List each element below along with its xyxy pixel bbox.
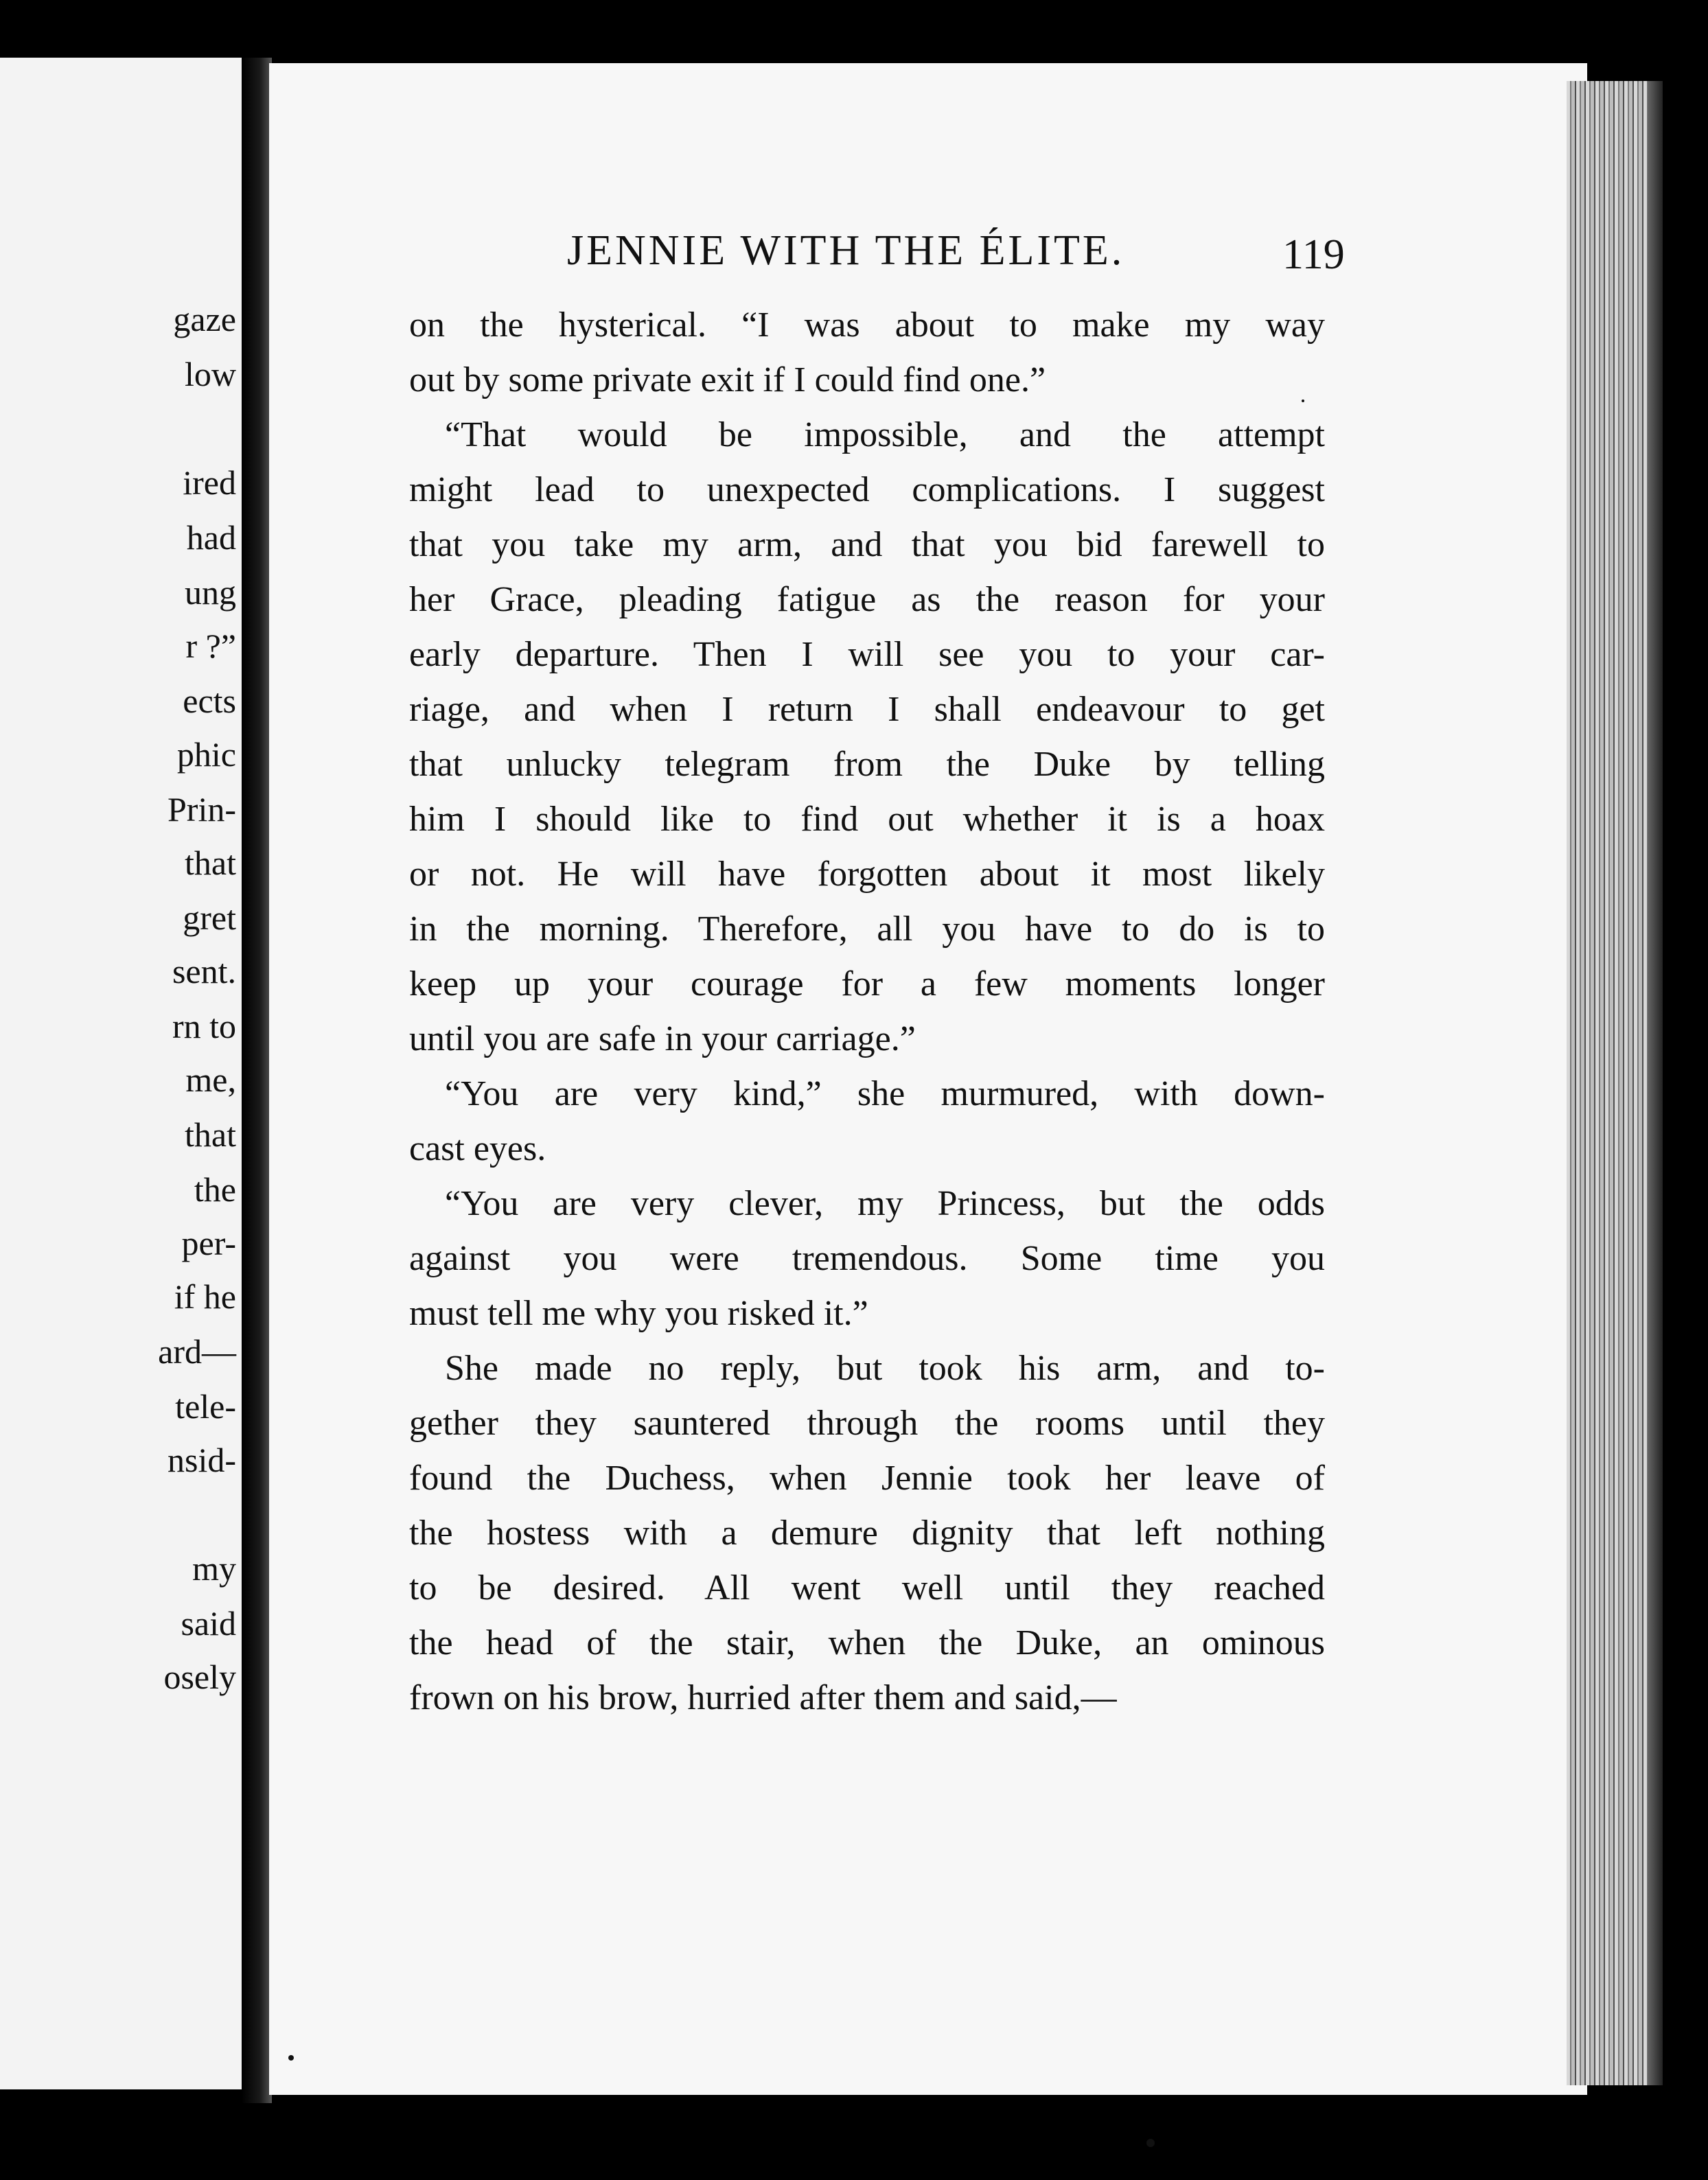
text-line: the head of the stair, when the Duke, an ominous <box>409 1623 1325 1662</box>
left-page-fragment: me, <box>185 1060 236 1099</box>
text-line: until you are safe in your carriage.” <box>409 1019 916 1058</box>
body-text <box>409 298 1325 1726</box>
text-line: that unlucky telegram from the Duke by telling <box>409 745 1325 784</box>
text-line: on the hysterical. “I was about to make my way <box>409 305 1325 345</box>
text-line: the hostess with a demure dignity that left nothing <box>409 1514 1325 1553</box>
page-number: 119 <box>1282 231 1345 278</box>
left-page-fragment: per- <box>181 1224 236 1262</box>
left-facing-page <box>0 58 242 2089</box>
text-line: him I should like to find out whether it is a hoax <box>409 800 1325 839</box>
text-line: against you were tremendous. Some time you <box>409 1239 1325 1278</box>
text-line: frown on his brow, hurried after them and said,— <box>409 1678 1117 1717</box>
left-page-fragment: ired <box>183 463 236 502</box>
left-page-fragment: that <box>185 844 236 882</box>
text-line: out by some private exit if I could find one.” <box>409 360 1046 399</box>
scan-speck <box>1146 2139 1155 2147</box>
text-line: riage, and when I return I shall endeavour to get <box>409 690 1325 729</box>
text-line: found the Duchess, when Jennie took her leave of <box>409 1459 1325 1498</box>
scan-speck <box>288 2055 294 2061</box>
text-line: cast eyes. <box>409 1129 546 1168</box>
text-line: early departure. Then I will see you to your car- <box>409 635 1325 674</box>
text-line: or not. He will have forgotten about it most likely <box>409 855 1325 894</box>
left-page-fragment: phic <box>176 735 236 774</box>
text-line: in the morning. Therefore, all you have to do is to <box>409 909 1325 949</box>
book-gutter <box>242 58 272 2103</box>
left-page-fragment: said <box>181 1604 236 1643</box>
text-line: “That would be impossible, and the attempt <box>445 415 1325 454</box>
left-page-fragment: ects <box>183 682 236 720</box>
scan-speck <box>1302 399 1304 402</box>
left-page-fragment: if he <box>174 1277 236 1316</box>
text-line: that you take my arm, and that you bid farewell to <box>409 525 1325 564</box>
text-line: “You are very kind,” she murmured, with down- <box>445 1074 1325 1113</box>
left-page-fragment: r ?” <box>185 627 236 665</box>
left-page-fragment: my <box>192 1549 236 1588</box>
left-page-fragment: Prin- <box>168 790 236 828</box>
left-page-fragment: nsid- <box>168 1441 236 1479</box>
left-page-fragment: osely <box>163 1658 236 1696</box>
text-line: must tell me why you risked it.” <box>409 1294 868 1333</box>
left-page-fragment: the <box>194 1170 236 1209</box>
left-page-fragment: tele- <box>175 1387 236 1426</box>
left-page-fragment: sent. <box>172 952 236 990</box>
running-head: JENNIE WITH THE ÉLITE. <box>567 227 1125 274</box>
text-line: to be desired. All went well until they reached <box>409 1568 1325 1608</box>
left-page-fragment: that <box>185 1115 236 1154</box>
left-page-fragment: rn to <box>172 1007 236 1045</box>
text-line: “You are very clever, my Princess, but the odds <box>445 1184 1325 1223</box>
text-line: might lead to unexpected complications. I suggest <box>409 470 1325 509</box>
left-page-fragment: gret <box>183 898 236 937</box>
left-page-fragment: ung <box>185 573 236 612</box>
text-line: keep up your courage for a few moments longer <box>409 964 1325 1004</box>
text-line: gether they sauntered through the rooms until they <box>409 1404 1325 1443</box>
left-page-fragment: gaze <box>173 300 236 338</box>
left-page-fragment: had <box>186 518 236 557</box>
left-page-fragment: low <box>185 355 236 393</box>
text-line: her Grace, pleading fatigue as the reason for your <box>409 580 1325 619</box>
left-page-fragment: ard— <box>158 1332 236 1371</box>
text-line: She made no reply, but took his arm, and to- <box>445 1349 1325 1388</box>
page-edges-shadow <box>1648 81 1663 2085</box>
